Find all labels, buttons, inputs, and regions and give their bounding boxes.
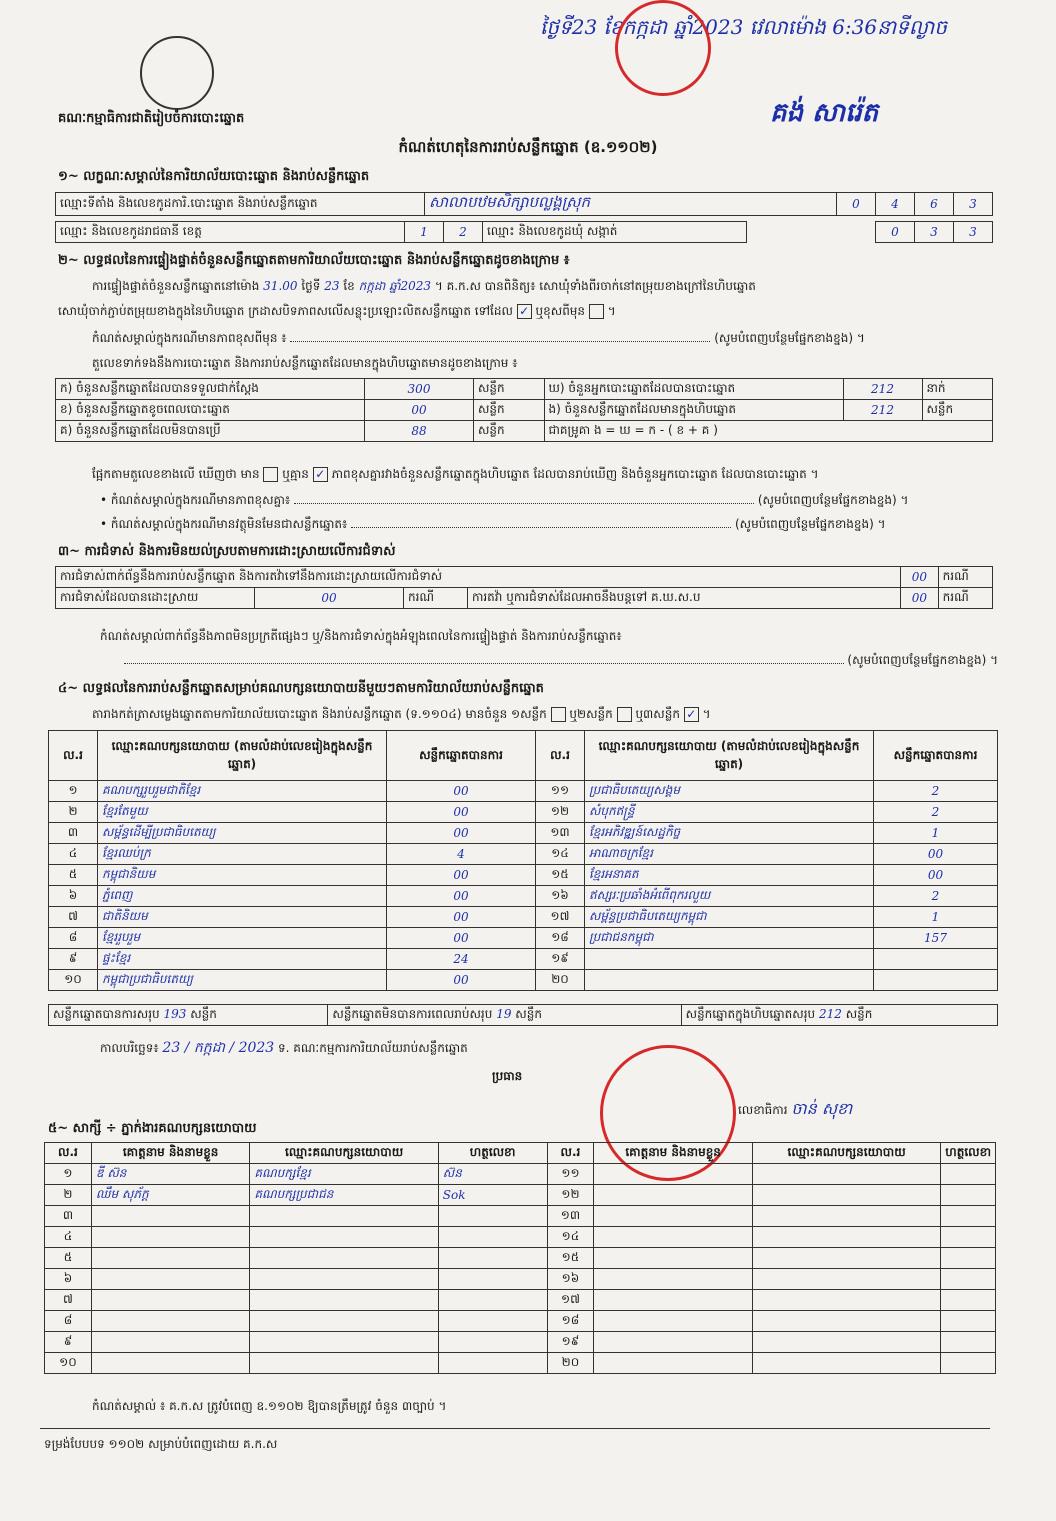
party-votes: 00 xyxy=(387,865,536,886)
table-row xyxy=(45,1311,996,1332)
location-code-digit: 3 xyxy=(954,193,993,216)
party-votes: 157 xyxy=(874,928,998,949)
section1-heading: ១~ លក្ខណៈសម្គាល់នៃការិយាល័យបោះឆ្នោត និងរាប់សន្លឹកឆ្នោត xyxy=(58,169,370,184)
box-total: សន្លឹកឆ្នោតក្នុងហិបឆ្នោតសរុប 212 សន្លឹក xyxy=(681,1005,997,1026)
unused-label: គ) ចំនួនសន្លឹកឆ្នោតដែលមិនបានប្រើ xyxy=(56,421,365,442)
witness-party xyxy=(752,1206,940,1227)
section4-heading: ៤~ លទ្ធផលនៃការរាប់សន្លឹកឆ្នោតសម្រាប់គណបក្សនយោបាយនីមួយៗតាមការិយាល័យរាប់សន្លឹកឆ្នោត xyxy=(58,681,544,696)
witness-no: ៨ xyxy=(45,1311,92,1332)
witness-no: ៣ xyxy=(45,1206,92,1227)
resolved-value: 00 xyxy=(255,588,404,609)
party-name xyxy=(585,970,874,991)
footer-note: កំណត់សម្គាល់ ៖ គ.ក.ស ត្រូវបំពេញ ឧ.១១០២ ឱ្យបានត្រឹមត្រូវ ចំនួន ៣ច្បាប់ ។ xyxy=(92,1399,447,1413)
witness-name xyxy=(91,1353,249,1374)
witness-sign xyxy=(941,1332,996,1353)
witness-no: ១២ xyxy=(547,1185,594,1206)
witness-table xyxy=(44,1142,996,1374)
unused-value: 88 xyxy=(365,421,474,442)
col-no: ល.រ xyxy=(45,1143,92,1164)
no-difference-checkbox[interactable]: ✓ xyxy=(313,467,328,482)
party-no: ១៦ xyxy=(536,886,585,907)
witness-no: ១៥ xyxy=(547,1248,594,1269)
received-label: ក) ចំនួនសន្លឹកឆ្នោតដែលបានទទួលជាក់ស្តែង xyxy=(56,379,365,400)
verification-line: ការផ្ទៀងផ្ទាត់ចំនួនសន្លឹកឆ្នោតនៅម៉ោង 31.00 ថ្ងៃទី 23 ខែ កក្កដា ឆ្នាំ2023 ។ គ.ក.ស បានពិនិត្យ៖ សោឃុំទាំងពីរចាក់នៅតម្រុយខាងក្រៅនៃហិបឆ្នោត xyxy=(92,279,756,293)
table-row xyxy=(49,865,998,886)
witness-sign xyxy=(941,1248,996,1269)
party-name xyxy=(585,949,874,970)
party-votes: 00 xyxy=(387,907,536,928)
witness-name xyxy=(594,1185,752,1206)
col-no: ល.រ xyxy=(49,731,98,781)
voters-value: 212 xyxy=(843,379,922,400)
party-votes: 1 xyxy=(874,907,998,928)
col-sign: ហត្ថលេខា xyxy=(941,1143,996,1164)
col-name: គោត្តនាម និងនាមខ្លួន xyxy=(91,1143,249,1164)
date-line: កាលបរិច្ឆេទ៖ 23 / កក្កដា / 2023 ទ. គណៈកម្មការការិយាល័យរាប់សន្លឹកឆ្នោត xyxy=(100,1040,468,1056)
valid-total: សន្លឹកឆ្នោតបានការសរុប 193 សន្លឹក xyxy=(49,1005,328,1026)
witness-party xyxy=(250,1290,438,1311)
witness-sign xyxy=(941,1269,996,1290)
objections-table xyxy=(55,566,993,609)
top-handwritten-name: គង់ សារ៉េត xyxy=(770,98,879,128)
one-sheet-checkbox[interactable] xyxy=(551,707,566,722)
witness-no: ១៦ xyxy=(547,1269,594,1290)
witness-name: ឈឹម សុភ័ក្ត xyxy=(91,1185,249,1206)
witness-sign: ស៊ន xyxy=(438,1164,547,1185)
party-votes xyxy=(874,970,998,991)
location-value: សាលាបឋមសិក្សាបល្លង្គស្រុក xyxy=(425,193,837,216)
party-no: ២ xyxy=(49,802,98,823)
witness-no: ៤ xyxy=(45,1227,92,1248)
party-no: ៥ xyxy=(49,865,98,886)
witness-name xyxy=(594,1332,752,1353)
voters-label: ឃ) ចំនួនអ្នកបោះឆ្នោតដែលបានបោះឆ្នោត xyxy=(544,379,843,400)
party-name: សម្ព័ន្ធប្រជាធិបតេយ្យកម្ពុជា xyxy=(585,907,874,928)
irregularity-note: កំណត់សម្គាល់ពាក់ព័ន្ធនឹងភាពមិនប្រក្រតីផ្សេងៗ ឬ/និងការជំទាស់ក្នុងអំឡុងពេលនៃការផ្ទៀងផ្ទាត់ និងការរាប់សន្លឹកឆ្នោត៖ xyxy=(100,629,622,643)
witness-party: គណបក្សខ្មែរ xyxy=(250,1164,438,1185)
party-no: ១៨ xyxy=(536,928,585,949)
party-votes: 00 xyxy=(387,928,536,949)
table-row xyxy=(45,1227,996,1248)
two-sheets-checkbox[interactable] xyxy=(617,707,632,722)
witness-sign xyxy=(438,1290,547,1311)
witness-name xyxy=(91,1227,249,1248)
section2-heading: ២~ លទ្ធផលនៃការផ្ទៀងផ្ទាត់ចំនួនសន្លឹកឆ្នោតតាមការិយាល័យបោះឆ្នោត និងរាប់សន្លឹកឆ្នោតដូចខាងក្រោម ៖ xyxy=(58,253,570,268)
witness-sign xyxy=(438,1311,547,1332)
conclusion-line: ផ្អែកតាមតួលេខខាងលើ ឃើញថា មាន ឬគ្មាន ✓ ភាពខុសគ្នារវាងចំនួនសន្លឹកឆ្នោតក្នុងហិបឆ្នោត ដែលបានរាប់ឃើញ និងចំនួនអ្នកបោះឆ្នោត ដែលបានបោះឆ្នោត ។ xyxy=(92,467,819,481)
different-checkbox[interactable] xyxy=(589,304,604,319)
day-value: 23 xyxy=(324,279,340,293)
witness-party xyxy=(752,1248,940,1269)
chair-label: ប្រធាន xyxy=(492,1069,523,1083)
same-checkbox[interactable]: ✓ xyxy=(517,304,532,319)
party-no: ១៣ xyxy=(536,823,585,844)
party-votes: 2 xyxy=(874,802,998,823)
three-sheets-checkbox[interactable]: ✓ xyxy=(684,707,699,722)
received-value: 300 xyxy=(365,379,474,400)
party-name: គណបក្សរួបរួមជាតិខ្មែរ xyxy=(98,781,387,802)
party-no: ៩ xyxy=(49,949,98,970)
table-row xyxy=(45,1164,996,1185)
table-row xyxy=(49,844,998,865)
page-title: កំណត់ហេតុនៃការរាប់សន្លឹកឆ្នោត (ឧ.១១០២) xyxy=(398,138,658,156)
location-code-digit: 6 xyxy=(915,193,954,216)
party-no: ១៥ xyxy=(536,865,585,886)
witness-name xyxy=(594,1206,752,1227)
witness-name xyxy=(594,1311,752,1332)
red-stamp-top xyxy=(615,0,711,96)
witness-party xyxy=(752,1290,940,1311)
col-party: ឈ្មោះគណបក្សនយោបាយ (តាមលំដាប់លេខរៀងក្នុងសន្លឹកឆ្នោត) xyxy=(98,731,387,781)
unit: សន្លឹក xyxy=(474,379,545,400)
witness-sign xyxy=(941,1164,996,1185)
party-votes: 2 xyxy=(874,781,998,802)
col-votes: សន្លឹកឆ្នោតបានការ xyxy=(874,731,998,781)
counts-table xyxy=(55,378,993,442)
party-name: កម្ពុជានិយម xyxy=(98,865,387,886)
party-name: ប្រជាធិបតេយ្យសង្គម xyxy=(585,781,874,802)
location-label: ឈ្មោះទីតាំង និងលេខកូដការិ.បោះឆ្នោត និងរាប់សន្លឹកឆ្នោត xyxy=(56,193,425,216)
in-box-label: ង) ចំនួនសន្លឹកឆ្នោតដែលមានក្នុងហិបឆ្នោត xyxy=(544,400,843,421)
party-no: ១ xyxy=(49,781,98,802)
resolved-label: ការជំទាស់ដែលបានដោះស្រាយ xyxy=(56,588,255,609)
section1-table xyxy=(55,192,993,216)
tally-sheet-line: តារាងកត់ត្រាសម្លេងឆ្នោតតាមការិយាល័យបោះឆ្នោត និងរាប់សន្លឹកឆ្នោត (ទ.១១០៤) មានចំនួន ១សន្លឹក ឬ២សន្លឹក ឬ៣សន្លឹក ✓ ។ xyxy=(92,707,711,721)
witness-sign xyxy=(438,1227,547,1248)
results-table xyxy=(48,730,998,991)
totals-row xyxy=(48,1004,998,1026)
witness-party xyxy=(250,1227,438,1248)
secretary-line: លេខាធិការ ចាន់ សុខា xyxy=(738,1099,853,1118)
witness-no: ១៩ xyxy=(547,1332,594,1353)
party-votes: 4 xyxy=(387,844,536,865)
form-note: ទម្រង់បែបបទ ១១០២ សម្រាប់បំពេញដោយ គ.ក.ស xyxy=(44,1437,278,1451)
party-name: ឥស្សរៈប្រឆាំងអំពើពុករលួយ xyxy=(585,886,874,907)
witness-party xyxy=(250,1206,438,1227)
witness-party xyxy=(752,1227,940,1248)
party-no: ៨ xyxy=(49,928,98,949)
table-row xyxy=(45,1290,996,1311)
witness-name xyxy=(91,1269,249,1290)
note-foreign-object: • កំណត់សម្គាល់ក្នុងករណីមានវត្ថុមិនមែនជាសន្លឹកឆ្នោត៖ (សូមបំពេញបន្ថែមផ្នែកខាងខ្នង) ។ xyxy=(100,517,886,531)
witness-name xyxy=(594,1269,752,1290)
witness-name xyxy=(91,1206,249,1227)
party-no: ១២ xyxy=(536,802,585,823)
table-row xyxy=(45,1248,996,1269)
witness-no: ១៤ xyxy=(547,1227,594,1248)
party-votes: 00 xyxy=(387,802,536,823)
witness-sign xyxy=(941,1353,996,1374)
witness-name xyxy=(91,1311,249,1332)
witness-no: ១៨ xyxy=(547,1311,594,1332)
witness-name: ឌី ស៊ន xyxy=(91,1164,249,1185)
spoiled-label: ខ) ចំនួនសន្លឹកឆ្នោតខូចពេលបោះឆ្នោត xyxy=(56,400,365,421)
table-row xyxy=(45,1206,996,1227)
witness-party xyxy=(752,1164,940,1185)
party-name: សំបុកឥន្ទ្រី xyxy=(585,802,874,823)
table-row xyxy=(45,1185,996,1206)
party-no: ៤ xyxy=(49,844,98,865)
witness-party xyxy=(250,1269,438,1290)
party-name: អាណាចក្រខ្មែរ xyxy=(585,844,874,865)
witness-no: ៥ xyxy=(45,1248,92,1269)
section5-heading: ៥~ សាក្សី ÷ ភ្នាក់ងារគណបក្សនយោបាយ xyxy=(48,1121,257,1136)
table-row xyxy=(49,781,998,802)
table-row xyxy=(45,1332,996,1353)
witness-no: ១៣ xyxy=(547,1206,594,1227)
party-votes: 1 xyxy=(874,823,998,844)
witness-no: ៧ xyxy=(45,1290,92,1311)
witness-name xyxy=(594,1290,752,1311)
witness-party xyxy=(250,1353,438,1374)
witness-sign xyxy=(941,1227,996,1248)
party-no: ៦ xyxy=(49,886,98,907)
party-no: ៣ xyxy=(49,823,98,844)
party-no: ១៤ xyxy=(536,844,585,865)
witness-sign xyxy=(438,1248,547,1269)
witness-no: ១០ xyxy=(45,1353,92,1374)
witness-sign xyxy=(941,1185,996,1206)
witness-no: ២ xyxy=(45,1185,92,1206)
party-name: កម្ពុជាប្រជាធិបតេយ្យ xyxy=(98,970,387,991)
witness-no: ២០ xyxy=(547,1353,594,1374)
unit: ករណី xyxy=(938,567,992,588)
witness-name xyxy=(594,1353,752,1374)
table-row xyxy=(49,886,998,907)
witness-no: ១១ xyxy=(547,1164,594,1185)
party-name: ជាតិនិយម xyxy=(98,907,387,928)
witness-sign xyxy=(941,1290,996,1311)
party-no: ៧ xyxy=(49,907,98,928)
witness-party xyxy=(250,1248,438,1269)
witness-party: គណបក្សប្រជាជន xyxy=(250,1185,438,1206)
appeal-label: ការតវ៉ា ឬការជំទាស់ដែលអាចនឹងបន្តទៅ គ.ឃ.ស.ប xyxy=(467,588,900,609)
difference-note: កំណត់សម្គាល់ក្នុងករណីមានភាពខុសពីមុន ៖ (សូមបំពេញបន្ថែមផ្នែកខាងខ្នង) ។ xyxy=(92,331,865,345)
table-row xyxy=(49,970,998,991)
commission-logo xyxy=(140,36,214,110)
commune-code-digit: 3 xyxy=(954,222,993,243)
party-no: ១៧ xyxy=(536,907,585,928)
unit: សន្លឹក xyxy=(474,400,545,421)
col-party: ឈ្មោះគណបក្សនយោបាយ xyxy=(752,1143,940,1164)
objections-label: ការជំទាស់ពាក់ព័ន្ធនឹងការរាប់សន្លឹកឆ្នោត និងការតវ៉ាទៅនឹងការដោះស្រាយលើការជំទាស់ xyxy=(56,567,901,588)
witness-name xyxy=(91,1332,249,1353)
irregularity-fill: (សូមបំពេញបន្ថែមផ្នែកខាងខ្នង) ។ xyxy=(58,652,998,670)
witness-sign xyxy=(438,1332,547,1353)
col-sign: ហត្ថលេខា xyxy=(438,1143,547,1164)
witness-no: ១ xyxy=(45,1164,92,1185)
commune-label: ឈ្មោះ និងលេខកូដឃុំ សង្កាត់ xyxy=(483,222,747,243)
province-code-digit: 2 xyxy=(444,222,483,243)
witness-name xyxy=(594,1248,752,1269)
party-votes: 24 xyxy=(387,949,536,970)
witness-name xyxy=(91,1290,249,1311)
party-name: ផ្ទះខ្មែរ xyxy=(98,949,387,970)
top-handwritten-date: ថ្ងៃទី23 ខែកក្កដា ឆ្នាំ2023 វេលាម៉ោង 6:36នាទីល្ងាច xyxy=(540,15,947,39)
unit: ករណី xyxy=(404,588,468,609)
party-name: ខ្មែរអនាគត xyxy=(585,865,874,886)
party-votes: 00 xyxy=(387,886,536,907)
col-no: ល.រ xyxy=(547,1143,594,1164)
commission-name: គណៈកម្មាធិការជាតិរៀបចំការបោះឆ្នោត xyxy=(58,111,245,126)
party-votes: 00 xyxy=(874,865,998,886)
location-code-digit: 0 xyxy=(837,193,876,216)
section1-table-row2 xyxy=(55,221,993,243)
witness-party xyxy=(752,1185,940,1206)
in-box-value: 212 xyxy=(843,400,922,421)
witness-sign xyxy=(438,1206,547,1227)
party-name: ប្រជាជនកម្ពុជា xyxy=(585,928,874,949)
province-label: ឈ្មោះ និងលេខកូដរាជធានី ខេត្ត xyxy=(56,222,405,243)
witness-name xyxy=(594,1164,752,1185)
unit: នាក់ xyxy=(922,379,993,400)
witness-sign xyxy=(941,1206,996,1227)
party-no: ១៩ xyxy=(536,949,585,970)
col-party: ឈ្មោះគណបក្សនយោបាយ (តាមលំដាប់លេខរៀងក្នុងសន្លឹកឆ្នោត) xyxy=(585,731,874,781)
commune-code-digit: 3 xyxy=(915,222,954,243)
col-party: ឈ្មោះគណបក្សនយោបាយ xyxy=(250,1143,438,1164)
party-votes: 2 xyxy=(874,886,998,907)
table-row xyxy=(49,907,998,928)
table-row xyxy=(49,949,998,970)
col-votes: សន្លឹកឆ្នោតបានការ xyxy=(387,731,536,781)
witness-party xyxy=(752,1353,940,1374)
province-code-digit: 1 xyxy=(405,222,444,243)
section3-heading: ៣~ ការជំទាស់ និងការមិនយល់ស្របតាមការដោះស្រាយលើការជំទាស់ xyxy=(58,544,396,559)
witness-party xyxy=(752,1311,940,1332)
table-row xyxy=(49,928,998,949)
witness-no: ៦ xyxy=(45,1269,92,1290)
objections-value: 00 xyxy=(901,567,939,588)
location-code-digit: 4 xyxy=(876,193,915,216)
commune-code-digit: 0 xyxy=(876,222,915,243)
party-name: ខ្មែរអភិវឌ្ឍន៍សេដ្ឋកិច្ច xyxy=(585,823,874,844)
invalid-total: សន្លឹកឆ្នោតមិនបានការពេលរាប់សរុប 19 សន្លឹក xyxy=(328,1005,681,1026)
time-value: 31.00 xyxy=(263,279,298,293)
party-name: ខ្មែរតែមួយ xyxy=(98,802,387,823)
formula: ជាគម្រូគា ង = ឃ = ក - ( ខ + គ ) xyxy=(544,421,993,442)
table-row xyxy=(45,1269,996,1290)
party-no: ១១ xyxy=(536,781,585,802)
witness-name xyxy=(91,1248,249,1269)
counts-intro: តួលេខទាក់ទងនឹងការបោះឆ្នោត និងការរាប់សន្លឹកឆ្នោតដែលមានក្នុងហិបឆ្នោតមានដូចខាងក្រោម ៖ xyxy=(92,356,518,370)
unit: សន្លឹក xyxy=(474,421,545,442)
party-votes: 00 xyxy=(387,781,536,802)
spoiled-value: 00 xyxy=(365,400,474,421)
table-row xyxy=(49,802,998,823)
month-value: កក្កដា ឆ្នាំ2023 xyxy=(358,279,432,293)
witness-party xyxy=(752,1269,940,1290)
unit: សន្លឹក xyxy=(922,400,993,421)
col-no: ល.រ xyxy=(536,731,585,781)
party-votes: 00 xyxy=(874,844,998,865)
witness-sign: Sok xyxy=(438,1185,547,1206)
table-row xyxy=(49,823,998,844)
witness-party xyxy=(250,1311,438,1332)
unit: ករណី xyxy=(938,588,992,609)
witness-party xyxy=(752,1332,940,1353)
witness-no: ៩ xyxy=(45,1332,92,1353)
party-name: ខ្មែរឈប់ក្រ xyxy=(98,844,387,865)
table-row xyxy=(45,1353,996,1374)
witness-sign xyxy=(438,1269,547,1290)
party-name: ខ្មែររួបរួម xyxy=(98,928,387,949)
party-name: សម្ព័ន្ធដើម្បីប្រជាធិបតេយ្យ xyxy=(98,823,387,844)
note-difference: • កំណត់សម្គាល់ក្នុងករណីមានភាពខុសគ្នា៖ (សូមបំពេញបន្ថែមផ្នែកខាងខ្នង) ។ xyxy=(100,493,909,507)
witness-party xyxy=(250,1332,438,1353)
appeal-value: 00 xyxy=(901,588,939,609)
party-no: ២០ xyxy=(536,970,585,991)
seal-line: សោឃុំចាក់ភ្ជាប់តម្រុយខាងក្នុងនៃហិបឆ្នោត ក្រដាសបិទភាពសលើសន្លុះប្រឡោះលិតសន្លឹកឆ្នោត ទៅដែល ✓ ឬខុសពីមុន ។ xyxy=(58,304,616,318)
party-no: ១០ xyxy=(49,970,98,991)
witness-no: ១៧ xyxy=(547,1290,594,1311)
party-votes: 00 xyxy=(387,970,536,991)
party-name: ភ្នំពេញ xyxy=(98,886,387,907)
witness-sign xyxy=(941,1311,996,1332)
witness-name xyxy=(594,1227,752,1248)
footer-divider xyxy=(40,1428,990,1429)
witness-sign xyxy=(438,1353,547,1374)
col-name: គោត្តនាម និងនាមខ្លួន xyxy=(594,1143,752,1164)
party-votes xyxy=(874,949,998,970)
has-difference-checkbox[interactable] xyxy=(263,467,278,482)
party-votes: 00 xyxy=(387,823,536,844)
